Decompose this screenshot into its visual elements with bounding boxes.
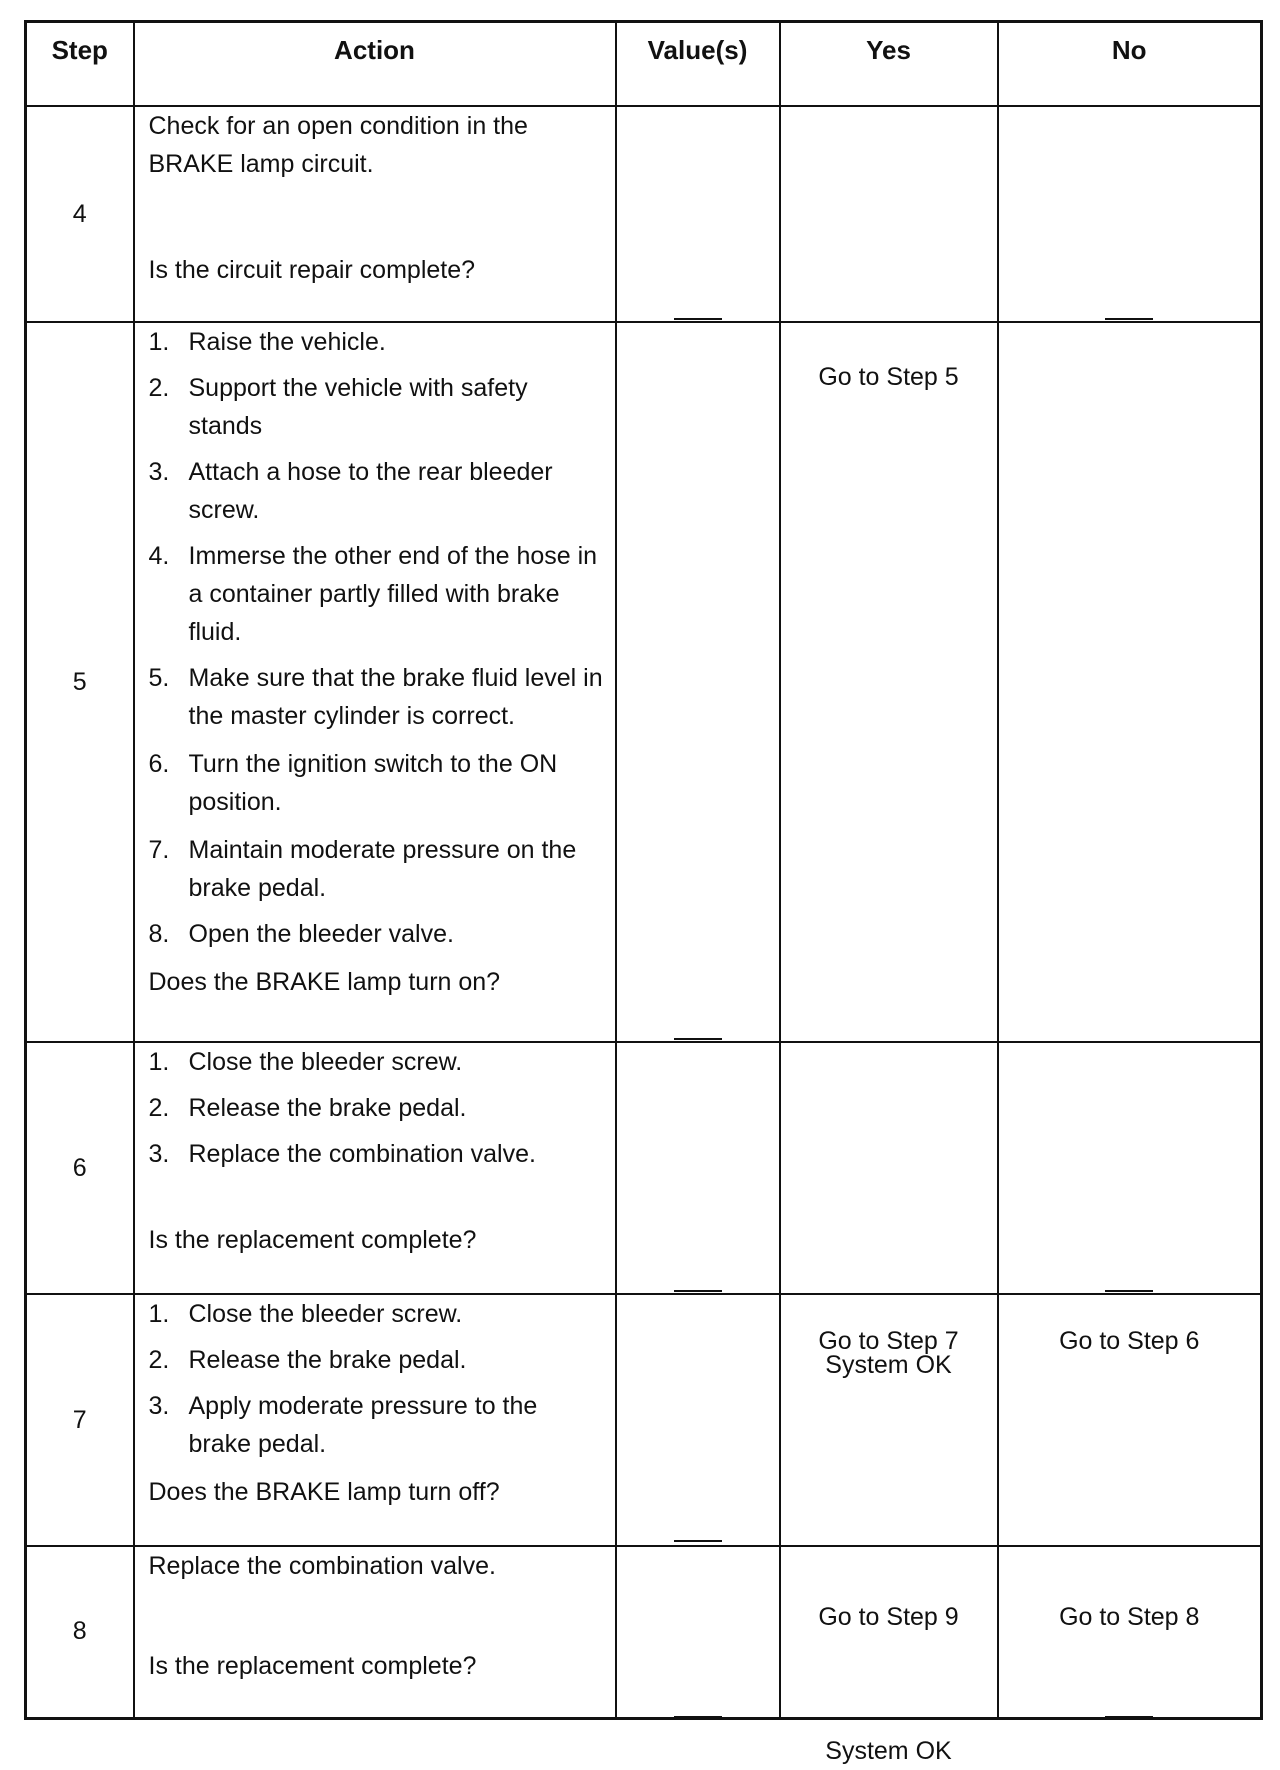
header-yes: Yes [780,22,998,107]
value-dash [674,1716,722,1718]
yes-result: System OK [825,1736,952,1765]
value-cell [616,106,780,322]
action-cell [134,106,616,322]
step-number: 4 [26,106,134,322]
no-cell [998,1042,1262,1294]
action-step-item: 2. Release the brake pedal. [148,1094,467,1122]
no-dash [1105,318,1153,320]
yes-result: Go to Step 9 [818,1603,959,1631]
action-step-item: 2. Support the vehicle with safety stands [148,374,528,440]
action-step-item: 5. Make sure that the brake fluid level in the master cylinder is correct. [148,664,603,730]
action-question: Is the circuit repair complete? [148,256,476,284]
action-step-item: 1. Close the bleeder screw. [148,1048,463,1076]
no-cell [998,106,1262,322]
action-question: Is the replacement complete? [148,1652,477,1680]
action-step-item: 1. Close the bleeder screw. [148,1300,463,1328]
no-dash [1105,1290,1153,1292]
action-question: Is the replacement complete? [148,1226,477,1254]
table-row [26,322,1262,1042]
action-step-item: 3. Replace the combination valve. [148,1140,536,1168]
step-number: 7 [26,1294,134,1546]
header-no: No [998,22,1262,107]
action-cell [134,1294,616,1546]
yes-result: Go to Step 7 [818,1327,959,1355]
action-step-item: 4. Immerse the other end of the hose in a container partly filled with brake fluid. [148,542,598,646]
header-row [26,22,1262,107]
table-row [26,106,1262,322]
value-dash [674,1290,722,1292]
value-cell [616,1294,780,1546]
table-row [26,1294,1262,1546]
yes-cell [780,322,998,1355]
action-question: Does the BRAKE lamp turn on? [148,968,501,996]
action-step-item: 3. Attach a hose to the rear bleeder screw. [148,458,553,524]
step-number: 5 [26,322,134,1042]
action-cell [134,1546,616,1718]
yes-cell [780,1546,998,1765]
action-line: Check for an open condition in the [148,112,528,140]
no-cell [998,1546,1262,1718]
action-step-item: 7. Maintain moderate pressure on the brake pedal. [148,836,577,902]
action-step-item: 6. Turn the ignition switch to the ON position. [148,750,558,816]
yes-result: Go to Step 5 [818,363,959,391]
step-number: 8 [26,1546,134,1718]
action-step-item: 8. Open the bleeder valve. [148,920,454,948]
yes-result: System OK [825,1351,952,1379]
value-cell [616,322,780,1042]
action-line: BRAKE lamp circuit. [148,150,374,178]
action-step-item: 3. Apply moderate pressure to the brake pedal. [148,1392,538,1458]
value-dash [674,318,722,320]
action-cell [134,1042,616,1294]
action-line: Replace the combination valve. [148,1552,496,1580]
step-number: 6 [26,1042,134,1294]
action-step-item: 1. Raise the vehicle. [148,328,386,356]
value-dash [674,1038,722,1040]
value-dash [674,1540,722,1542]
yes-cell [780,106,998,391]
header-values: Value(s) [616,22,780,107]
header-step: Step [26,22,134,107]
no-cell [998,322,1262,1355]
no-dash [1105,1716,1153,1718]
action-step-item: 2. Release the brake pedal. [148,1346,467,1374]
no-result: Go to Step 6 [1059,1327,1200,1355]
yes-cell [780,1294,998,1631]
table-row [26,1042,1262,1294]
header-action: Action [134,22,616,107]
no-cell [998,1294,1262,1631]
action-cell [134,322,616,1042]
table-row [26,1546,1262,1718]
diagnostic-table [24,20,1263,1765]
value-cell [616,1546,780,1718]
value-cell [616,1042,780,1294]
no-result: Go to Step 8 [1059,1603,1200,1631]
action-question: Does the BRAKE lamp turn off? [148,1478,500,1506]
